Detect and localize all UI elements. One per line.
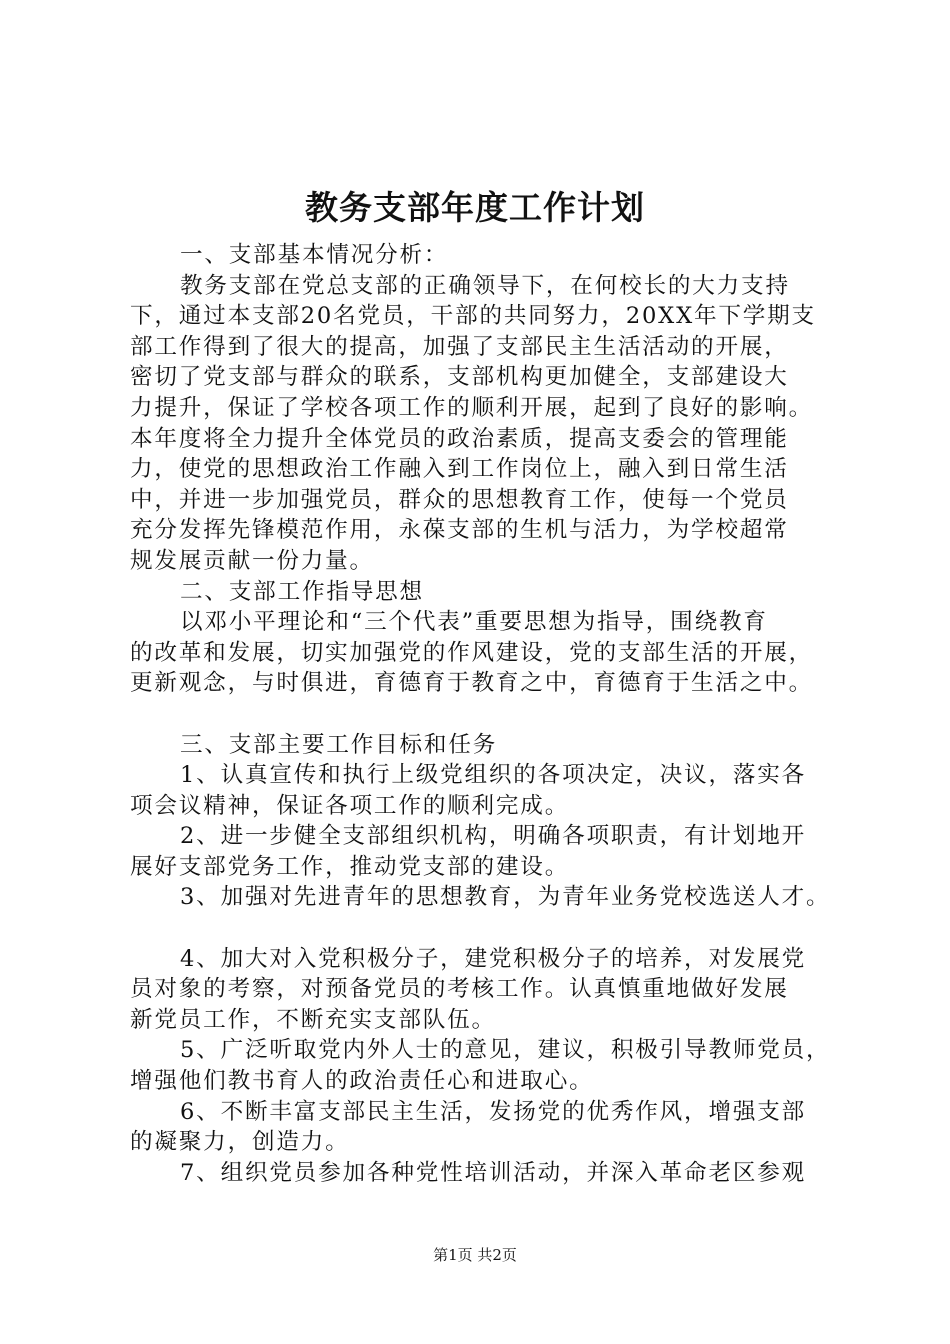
list-item-line: 4、加大对入党积极分子，建党积极分子的培养，对发展党 bbox=[180, 945, 807, 972]
list-item-line: 展好支部党务工作，推动党支部的建设。 bbox=[130, 853, 570, 880]
list-item-line: 5、广泛听取党内外人士的意见，建议，积极引导教师党员， bbox=[180, 1037, 831, 1064]
list-item-line: 的凝聚力，创造力。 bbox=[130, 1129, 350, 1156]
page-footer: 第1页 共2页 bbox=[433, 1246, 517, 1264]
paragraph-line: 教务支部在党总支部的正确领导下，在何校长的大力支持 bbox=[180, 272, 790, 299]
paragraph-line: 以邓小平理论和“三个代表”重要思想为指导，围绕教育 bbox=[180, 609, 768, 636]
blank-line bbox=[130, 699, 834, 730]
paragraph-line: 下，通过本支部20名党员，干部的共同努力，20XX年下学期支 bbox=[130, 303, 816, 330]
list-item-line: 员对象的考察，对预备党员的考核工作。认真慎重地做好发展 bbox=[130, 976, 789, 1003]
list-item-line: 2、进一步健全支部组织机构，明确各项职责，有计划地开 bbox=[180, 823, 807, 850]
document-title: 教务支部年度工作计划 bbox=[305, 188, 645, 227]
paragraph-line: 的改革和发展，切实加强党的作风建设，党的支部生活的开展， bbox=[130, 639, 814, 666]
paragraph-line: 充分发挥先锋模范作用，永葆支部的生机与活力，为学校超常 bbox=[130, 517, 789, 544]
paragraph-line: 部工作得到了很大的提高，加强了支部民主生活活动的开展， bbox=[130, 333, 789, 360]
paragraph-line: 密切了党支部与群众的联系，支部机构更加健全，支部建设大 bbox=[130, 364, 789, 391]
paragraph-line: 规发展贡献一份力量。 bbox=[130, 547, 374, 574]
list-item-line: 新党员工作，不断充实支部队伍。 bbox=[130, 1006, 496, 1033]
blank-line bbox=[130, 913, 834, 944]
section-heading-2: 二、支部工作指导思想 bbox=[180, 578, 424, 605]
document-body bbox=[130, 240, 834, 1188]
paragraph-line: 力，使党的思想政治工作融入到工作岗位上，融入到日常生活 bbox=[130, 456, 789, 483]
paragraph-line: 更新观念，与时俱进，育德育于教育之中，育德育于生活之中。 bbox=[130, 670, 814, 697]
list-item-line: 7、组织党员参加各种党性培训活动，并深入革命老区参观 bbox=[180, 1159, 807, 1186]
list-item-line: 项会议精神，保证各项工作的顺利完成。 bbox=[130, 792, 570, 819]
list-item-line: 增强他们教书育人的政治责任心和进取心。 bbox=[130, 1068, 594, 1095]
paragraph-line: 力提升，保证了学校各项工作的顺利开展，起到了良好的影响。 bbox=[130, 394, 814, 421]
paragraph-line: 本年度将全力提升全体党员的政治素质，提高支委会的管理能 bbox=[130, 425, 789, 452]
section-heading-3: 三、支部主要工作目标和任务 bbox=[180, 731, 498, 758]
section-heading-1: 一、支部基本情况分析： bbox=[180, 242, 449, 268]
paragraph-line: 中，并进一步加强党员，群众的思想教育工作，使每一个党员 bbox=[130, 486, 789, 513]
list-item-line: 1、认真宣传和执行上级党组织的各项决定，决议，落实各 bbox=[180, 762, 807, 789]
list-item-line: 3、加强对先进青年的思想教育，为青年业务党校选送人才。 bbox=[180, 884, 831, 911]
list-item-line: 6、不断丰富支部民主生活，发扬党的优秀作风，增强支部 bbox=[180, 1098, 807, 1125]
